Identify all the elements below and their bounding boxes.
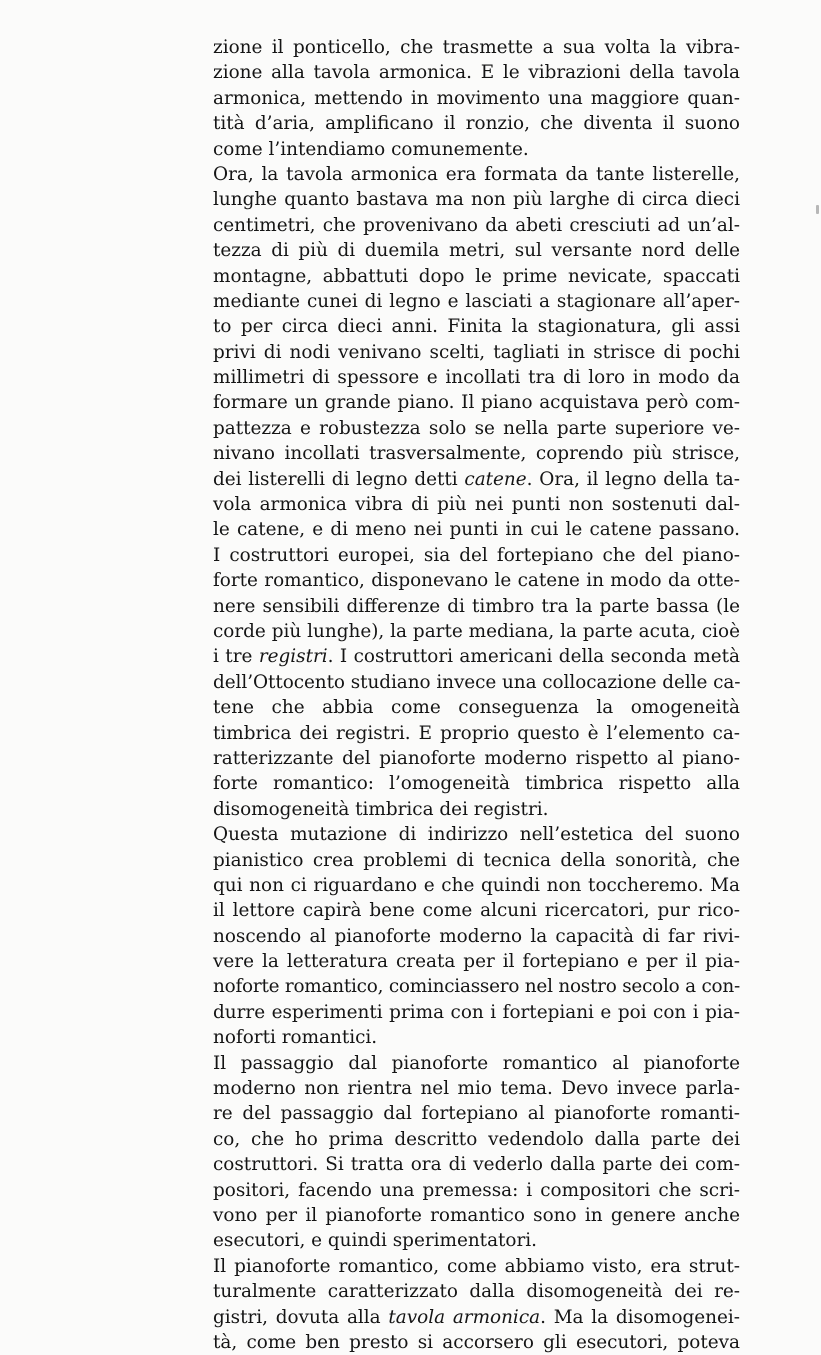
text-segment: Il pianoforte romantico, come abbiamo visto, era strut-: [213, 1255, 740, 1277]
text-line: [213, 822, 740, 847]
text-line: [213, 1076, 740, 1101]
text-line: [213, 467, 740, 492]
text-line: [213, 390, 740, 415]
text-segment: dei listerelli di legno detti: [213, 468, 465, 490]
text-segment: nivano incollati trasversalmente, coprendo più strisce,: [213, 443, 740, 465]
text-segment: Ora, la tavola armonica era formata da tante listerelle,: [213, 163, 740, 185]
text-segment: formare un grande piano. Il piano acquistava però com-: [213, 392, 740, 414]
text-line: [213, 441, 740, 466]
text-line: [213, 1152, 740, 1177]
text-segment: centimetri, che provenivano da abeti cresciuti ad un’al-: [213, 214, 740, 236]
text-line: [213, 898, 740, 923]
text-segment: i tre: [213, 646, 259, 668]
text-line: [213, 949, 740, 974]
text-line: [213, 162, 740, 187]
text-segment: positori, facendo una premessa: i compositori che scri-: [213, 1179, 740, 1201]
text-segment: to per circa dieci anni. Finita la stagionatura, gli assi: [213, 316, 740, 338]
text-line: [213, 111, 740, 136]
text-segment: zione il ponticello, che trasmette a sua volta la vibra-: [213, 37, 740, 58]
italic-term: registri: [258, 646, 328, 668]
text-segment: noforte romantico, cominciassero nel nostro secolo a con-: [213, 976, 740, 998]
text-segment: costruttori. Si tratta ora di vederlo dalla parte dei com-: [213, 1154, 740, 1176]
text-line: [213, 35, 740, 60]
text-line: [213, 1025, 740, 1050]
text-segment: vono per il pianoforte romantico sono in genere anche: [213, 1204, 740, 1226]
text-segment: qui non ci riguardano e che quindi non toccheremo. Ma: [213, 874, 740, 896]
text-line: [213, 670, 740, 695]
scan-speck: [816, 205, 819, 214]
text-line: [213, 60, 740, 85]
text-segment: tene che abbia come conseguenza la omogeneità: [213, 697, 740, 719]
text-segment: co, che ho prima descritto vedendolo dalla parte dei: [213, 1128, 740, 1150]
text-segment: le catene, e di meno nei punti in cui le catene passano.: [213, 519, 740, 541]
text-segment: gistri, dovuta alla: [213, 1306, 389, 1328]
text-line: [213, 771, 740, 796]
text-line: [213, 721, 740, 746]
text-line: [213, 695, 740, 720]
text-segment: timbrica dei registri. E proprio questo è l’elemento ca-: [213, 722, 740, 744]
body-text: [213, 35, 740, 1355]
text-segment: . Ma la disomogenei-: [540, 1306, 741, 1328]
text-line: [213, 1254, 740, 1279]
text-segment: . I costruttori americani della seconda metà: [327, 646, 740, 668]
text-line: [213, 238, 740, 263]
text-line: [213, 594, 740, 619]
text-line: [213, 543, 740, 568]
text-line: [213, 137, 740, 162]
text-segment: forte romantico, disponevano le catene in modo da otte-: [213, 570, 740, 592]
text-line: [213, 213, 740, 238]
text-segment: tà, come ben presto si accorsero gli esecutori, poteva: [213, 1331, 740, 1353]
text-line: [213, 1279, 740, 1304]
text-line: [213, 1000, 740, 1025]
text-line: [213, 492, 740, 517]
text-segment: esecutori, e quindi sperimentatori.: [213, 1230, 538, 1252]
text-line: [213, 1101, 740, 1126]
text-segment: forte romantico: l’omogeneità timbrica rispetto alla: [213, 773, 740, 795]
text-line: [213, 1178, 740, 1203]
text-segment: millimetri di spessore e incollati tra di loro in modo da: [213, 367, 740, 389]
text-segment: privi di nodi venivano scelti, tagliati in strisce di pochi: [213, 341, 740, 363]
text-line: [213, 1203, 740, 1228]
text-line: [213, 1051, 740, 1076]
text-segment: come l’intendiamo comunemente.: [213, 138, 529, 160]
text-line: [213, 314, 740, 339]
text-line: [213, 264, 740, 289]
text-line: [213, 416, 740, 441]
text-segment: tezza di più di duemila metri, sul versante nord delle: [213, 240, 740, 262]
text-line: [213, 924, 740, 949]
text-segment: pattezza e robustezza solo se nella parte superiore ve-: [213, 417, 740, 439]
text-segment: durre esperimenti prima con i fortepiani e poi con i pia-: [213, 1001, 740, 1023]
text-line: [213, 517, 740, 542]
text-segment: ratterizzante del pianoforte moderno rispetto al piano-: [213, 747, 740, 769]
italic-term: tavola armonica: [388, 1306, 541, 1328]
text-segment: noforti romantici.: [213, 1027, 378, 1049]
text-line: [213, 1127, 740, 1152]
text-line: [213, 746, 740, 771]
text-segment: vola armonica vibra di più nei punti non sostenuti dal-: [213, 494, 740, 516]
text-segment: lunghe quanto bastava ma non più larghe di circa dieci: [213, 189, 740, 211]
text-segment: Questa mutazione di indirizzo nell’estetica del suono: [213, 824, 740, 846]
text-segment: turalmente caratterizzato dalla disomogeneità dei re-: [213, 1281, 740, 1303]
text-segment: Il passaggio dal pianoforte romantico al pianoforte: [213, 1052, 740, 1074]
text-line: [213, 873, 740, 898]
text-line: [213, 974, 740, 999]
text-line: [213, 187, 740, 212]
text-segment: corde più lunghe), la parte mediana, la parte acuta, cioè: [213, 620, 740, 642]
text-line: [213, 1305, 740, 1330]
italic-term: catene: [464, 468, 527, 490]
text-line: [213, 1330, 740, 1355]
text-segment: moderno non rientra nel mio tema. Devo invece parla-: [213, 1078, 740, 1100]
text-line: [213, 848, 740, 873]
text-line: [213, 289, 740, 314]
text-segment: dell’Ottocento studiano invece una collocazione delle ca-: [213, 671, 741, 693]
text-line: [213, 644, 740, 669]
text-line: [213, 86, 740, 111]
text-segment: I costruttori europei, sia del fortepiano che del piano-: [213, 544, 740, 566]
text-line: [213, 365, 740, 390]
text-segment: vere la letteratura creata per il fortepiano e per il pia-: [213, 951, 740, 973]
text-segment: mediante cunei di legno e lasciati a stagionare all’aper-: [213, 290, 740, 312]
text-line: [213, 1228, 740, 1253]
text-line: [213, 619, 740, 644]
text-line: [213, 568, 740, 593]
text-segment: . Ora, il legno della ta-: [526, 468, 740, 490]
text-segment: disomogeneità timbrica dei registri.: [213, 798, 549, 820]
text-line: [213, 797, 740, 822]
text-segment: nere sensibili differenze di timbro tra la parte bassa (le: [213, 595, 740, 617]
text-line: [213, 340, 740, 365]
text-segment: noscendo al pianoforte moderno la capacità di far rivi-: [213, 925, 740, 947]
text-segment: montagne, abbattuti dopo le prime nevicate, spaccati: [213, 265, 740, 287]
text-segment: zione alla tavola armonica. E le vibrazioni della tavola: [213, 62, 740, 84]
text-segment: tità d’aria, amplificano il ronzio, che diventa il suono: [213, 113, 740, 135]
text-segment: re del passaggio dal fortepiano al pianoforte romanti-: [213, 1103, 740, 1125]
text-segment: pianistico crea problemi di tecnica della sonorità, che: [213, 849, 740, 871]
text-segment: armonica, mettendo in movimento una maggiore quan-: [213, 87, 740, 109]
text-segment: il lettore capirà bene come alcuni ricercatori, pur rico-: [213, 900, 740, 922]
